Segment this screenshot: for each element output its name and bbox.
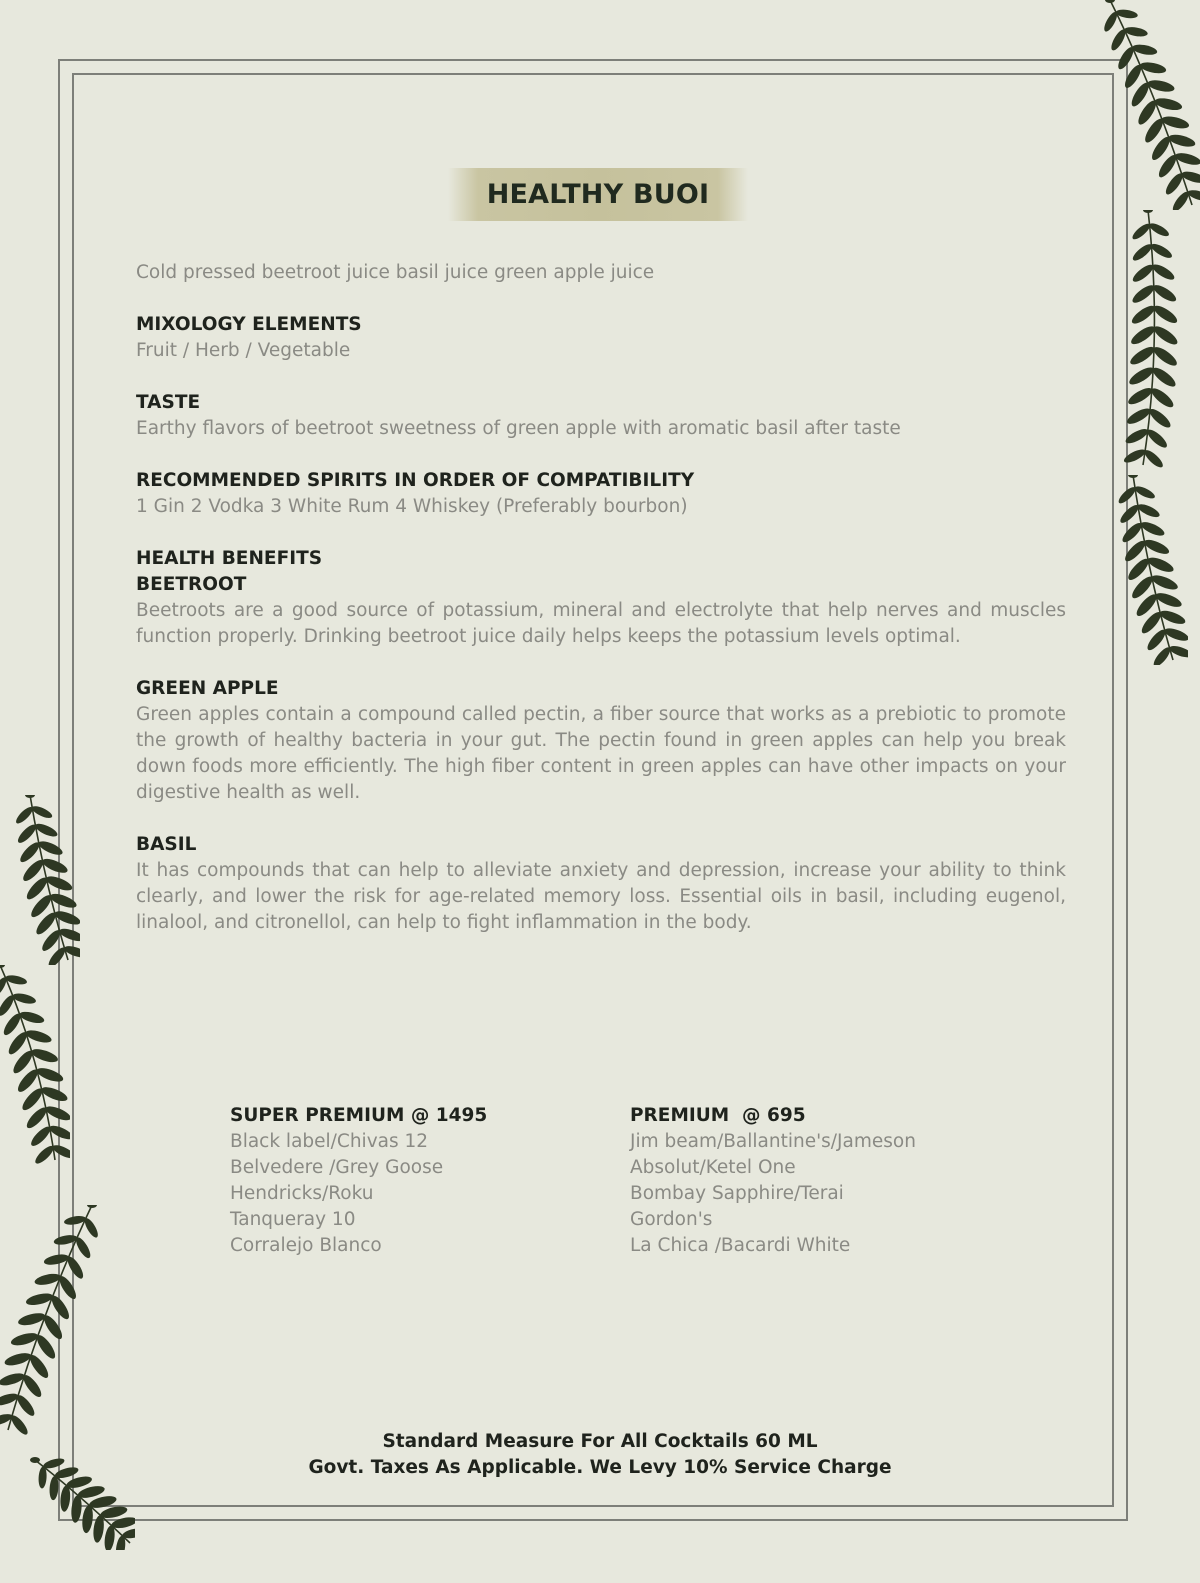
health-benefits-heading: HEALTH BENEFITS [136,548,323,569]
super-premium-heading: SUPER PREMIUM @ 1495 [230,1105,488,1126]
list-item: Hendricks/Roku [230,1183,374,1204]
green-apple-text: Green apples contain a compound called pectin, a fiber source that works as a prebiotic to promote the growth of healthy bacteria in your gut. The pectin found in green apples can help you break down foods more efficiently. The high fiber content in green apples can have other impacts on your digestive health as well. [136,704,1066,803]
right-upper-fern-icon [1108,210,1198,470]
list-item: Tanqueray 10 [230,1209,356,1230]
recommended-spirits-text: 1 Gin 2 Vodka 3 White Rum 4 Whiskey (Preferably bourbon) [136,496,688,517]
basil-text: It has compounds that can help to alleviate anxiety and depression, increase your ability to think clearly, and lower the risk for age-related memory loss. Essential oils in basil, including eugenol, linalool, and citronellol, can help to fight inflammation in the body. [136,860,1066,933]
measure-note: Standard Measure For All Cocktails 60 ML [382,1431,818,1452]
list-item: Bombay Sapphire/Terai [630,1183,844,1204]
tax-note: Govt. Taxes As Applicable. We Levy 10% Service Charge [308,1457,892,1478]
list-item: Corralejo Blanco [230,1235,382,1256]
right-lower-fern-icon [1108,475,1188,665]
basil-heading: BASIL [136,834,197,855]
left-lower-fern-icon [0,1205,100,1435]
taste-heading: TASTE [136,392,201,413]
super-premium-tier [230,1103,630,1259]
spirit-tiers [230,1103,1030,1259]
footer-notes [0,1429,1200,1481]
list-item: Black label/Chivas 12 [230,1131,429,1152]
left-upper-fern-icon [10,795,80,965]
premium-heading: PREMIUM @ 695 [630,1105,806,1126]
beetroot-heading: BEETROOT [136,574,247,595]
list-item: Gordon's [630,1209,713,1230]
taste-text: Earthy flavors of beetroot sweetness of green apple with aromatic basil after taste [136,418,901,439]
mixology-heading: MIXOLOGY ELEMENTS [136,314,362,335]
description-content [136,260,1066,962]
premium-tier [630,1103,1030,1259]
title-band [448,168,748,221]
list-item: Jim beam/Ballantine's/Jameson [630,1131,916,1152]
page-title: HEALTHY BUOI [486,179,710,210]
intro-text: Cold pressed beetroot juice basil juice green apple juice [136,262,655,283]
list-item: Absolut/Ketel One [630,1157,796,1178]
list-item: Belvedere /Grey Goose [230,1157,444,1178]
beetroot-text: Beetroots are a good source of potassium, mineral and electrolyte that help nerves and muscles function properly. Drinking beetroot juice daily helps keeps the potassium levels optimal. [136,600,1066,647]
left-middle-fern-icon [0,965,70,1165]
list-item: La Chica /Bacardi White [630,1235,851,1256]
green-apple-heading: GREEN APPLE [136,678,279,699]
mixology-text: Fruit / Herb / Vegetable [136,340,351,361]
recommended-spirits-heading: RECOMMENDED SPIRITS IN ORDER OF COMPATIBILITY [136,470,695,491]
top-right-fern-icon [1100,0,1200,210]
